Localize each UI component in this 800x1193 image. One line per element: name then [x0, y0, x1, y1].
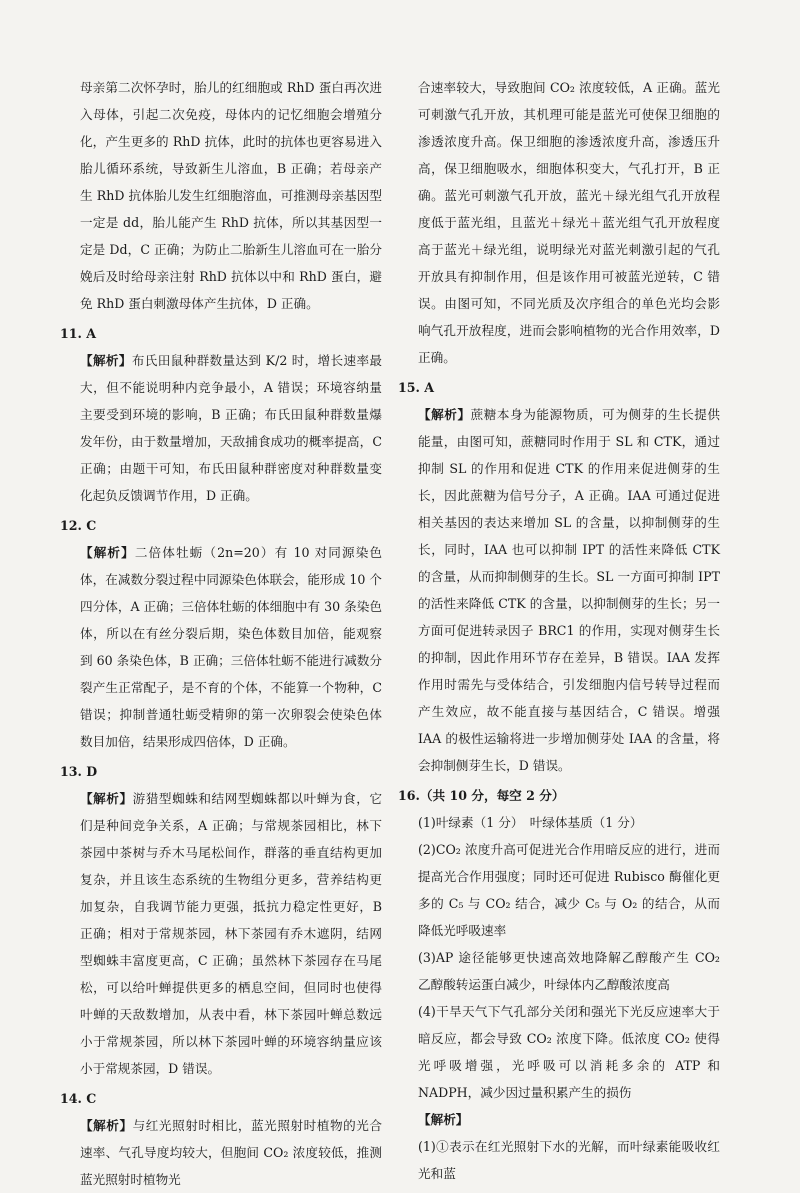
analysis-paragraph: [60, 347, 382, 509]
analysis-text: 二倍体牡蛎（2n=20）有 10 对同源染色体，在减数分裂过程中同源染色体联会，能形成 10 个四分体，A 正确；三倍体牡蛎的体细胞中有 30 条染色体，所以在有丝分裂后期，染色体数目加倍，能观察到 60 条染色体，B 正确；三倍体牡蛎不能进行减数分裂产生正常配子，是不育的个体，不能算一个物种，C 错误；抑制普通牡蛎受精卵的第一次卵裂会使染色体数目加倍，结果形成四倍体，D 正确。: [80, 545, 383, 749]
analysis-heading: [398, 1106, 720, 1133]
analysis-tag: 【解析】: [418, 407, 471, 422]
answer-item: (1)①表示在红光照射下水的光解，而叶绿素能吸收红光和蓝: [418, 1139, 720, 1181]
right-column: [398, 74, 733, 1187]
question-number: 14. C: [60, 1091, 97, 1106]
analysis-paragraph: [398, 401, 720, 779]
analysis-tag: 【解析】: [80, 791, 133, 806]
analysis-tag: 【解析】: [80, 545, 135, 560]
analysis-text: 与红光照射时相比，蓝光照射时植物的光合速率、气孔导度均较大，但胞间 CO₂ 浓度较低，推测蓝光照射时植物光: [80, 1118, 383, 1187]
body-paragraph: 合速率较大，导致胞间 CO₂ 浓度较低，A 正确。蓝光可刺激气孔开放，其机理可能是蓝光可使保卫细胞的渗透浓度升高。保卫细胞的渗透浓度升高，渗透压升高，保卫细胞吸水，细胞体积变大，气孔打开，B 正确。蓝光可刺激气孔开放，蓝光＋绿光组气孔开放程度低于蓝光组，且蓝光＋绿光＋蓝光组气孔开放程度高于蓝光＋绿光组，说明绿光对蓝光刺激引起的气孔开放具有抑制作用，但是该作用可被蓝光逆转，C 错误。由图可知，不同光质及次序组合的单色光均会影响气孔开放程度，进而会影响植物的光合作用效率，D 正确。: [418, 80, 720, 365]
body-paragraph: 母亲第二次怀孕时，胎儿的红细胞或 RhD 蛋白再次进入母体，引起二次免疫，母体内的记忆细胞会增殖分化，产生更多的 RhD 抗体，此时的抗体也更容易进入胎儿循环系统，导致新生儿溶血，B 正确；若母亲产生 RhD 抗体胎儿发生红细胞溶血，可推测母亲基因型一定是 dd，胎儿能产生 RhD 抗体，所以其基因型一定是 Dd，C 正确；为防止二胎新生儿溶血可在一胎分娩后及时给母亲注射 RhD 抗体以中和 RhD 蛋白，避免 RhD 蛋白刺激母体产生抗体，D 正确。: [80, 80, 382, 311]
answer-item: (4)干旱天气下气孔部分关闭和强光下光反应速率大于暗反应，都会导致 CO₂ 浓度下降。低浓度 CO₂ 使得光呼吸增强，光呼吸可以消耗多余的 ATP 和 NADPH，减少因过量积累产生的损伤: [418, 1004, 720, 1100]
analysis-paragraph: [60, 539, 382, 755]
left-column: [60, 74, 382, 1193]
question-number: 12. C: [60, 518, 97, 533]
analysis-tag: 【解析】: [80, 1118, 133, 1133]
analysis-tag: 【解析】: [80, 353, 132, 368]
question-number: 11. A: [60, 326, 97, 341]
question-number: 16.（共 10 分，每空 2 分）: [398, 788, 565, 803]
analysis-text: 游猎型蜘蛛和结网型蜘蛛都以叶蝉为食，它们是种间竞争关系，A 正确；与常规茶园相比，林下茶园中茶树与乔木马尾松间作，群落的垂直结构更加复杂，并且该生态系统的生物组分更多，营养结构更加复杂，自我调节能力更强，抵抗力稳定性更好，B 正确；相对于常规茶园，林下茶园有乔木遮阴，结网型蜘蛛丰富度更高，C 正确；虽然林下茶园存在马尾松，可以给叶蝉提供更多的栖息空间，但同时也使得叶蝉的天敌数增加，从表中看，林下茶园叶蝉总数远小于常规茶园，所以林下茶园叶蝉的环境容纳量应该小于常规茶园，D 错误。: [80, 791, 383, 1076]
analysis-paragraph: [60, 785, 382, 1082]
analysis-text: 蔗糖本身为能源物质，可为侧芽的生长提供能量，由图可知，蔗糖同时作用于 SL 和 CTK，通过抑制 SL 的作用和促进 CTK 的作用来促进侧芽的生长，因此蔗糖为信号分子，A 正确。IAA 可通过促进相关基因的表达来增加 SL 的含量，以抑制侧芽的生长，同时，IAA 也可以抑制 IPT 的活性来降低 CTK 的含量，从而抑制侧芽的生长。SL 一方面可抑制 IPT 的活性来降低 CTK 的含量，以抑制侧芽的生长；另一方面可促进转录因子 BRC1 的作用，实现对侧芽生长的抑制，因此作用环节存在差异，B 错误。IAA 发挥作用时需先与受体结合，引发细胞内信号转导过程而产生效应，故不能直接与基因结合，C 错误。增强 IAA 的极性运输将进一步增加侧芽处 IAA 的含量，将会抑制侧芽生长，D 错误。: [418, 407, 721, 773]
question-number: 15. A: [398, 380, 435, 395]
answer-item: (3)AP 途径能够更快速高效地降解乙醇酸产生 CO₂ 乙醇酸转运蛋白减少，叶绿体内乙醇酸浓度高: [418, 950, 733, 992]
answer-item: (1)叶绿素（1 分） 叶绿体基质（1 分）: [418, 815, 643, 830]
analysis-text: 布氏田鼠种群数量达到 K/2 时，增长速率最大，但不能说明种内竞争最小，A 错误；环境容纳量主要受到环境的影响，B 正确；布氏田鼠种群数量爆发年份，由于数量增加，天敌捕食成功的概率提高，C 正确；由题干可知，布氏田鼠种群密度对种群数量变化起负反馈调节作用，D 正确。: [80, 353, 383, 503]
answer-item: (2)CO₂ 浓度升高可促进光合作用暗反应的进行，进而提高光合作用强度；同时还可促进 Rubisco 酶催化更多的 C₅ 与 CO₂ 结合，减少 C₅ 与 O₂ 的结合，从而降低光呼吸速率: [418, 842, 720, 938]
analysis-paragraph: [60, 1112, 382, 1193]
question-number: 13. D: [60, 764, 98, 779]
analysis-tag: 【解析】: [418, 1112, 469, 1127]
